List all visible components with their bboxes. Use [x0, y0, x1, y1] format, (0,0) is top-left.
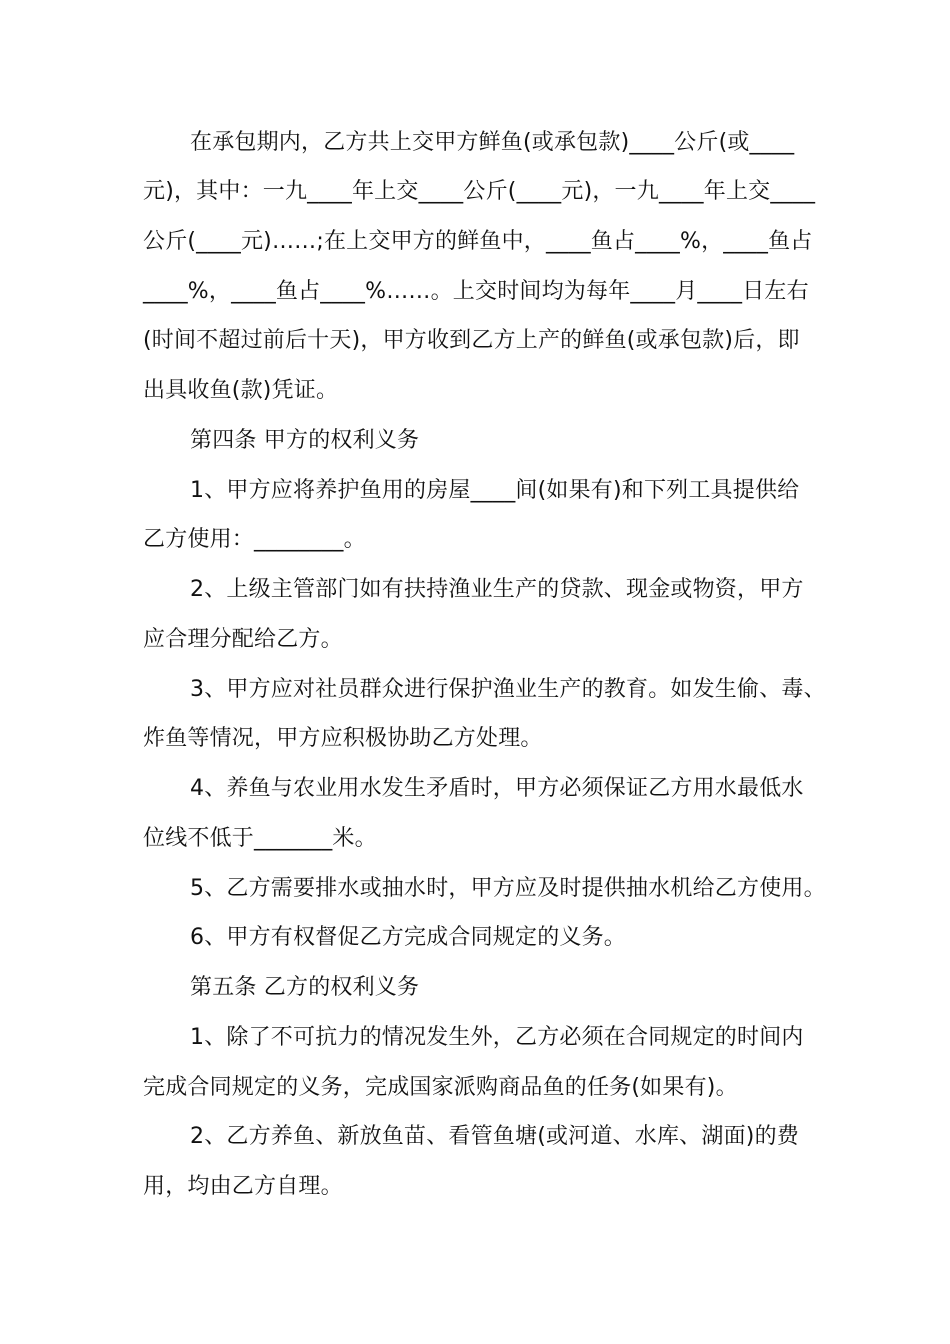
paragraph-line: ____%，____鱼占____%……。上交时间均为每年____月____日左右	[143, 279, 809, 304]
paragraph-line: 元)，其中：一九____年上交____公斤(____元)，一九____年上交____	[143, 179, 816, 204]
section-heading: 第五条 乙方的权利义务	[190, 975, 420, 1000]
paragraph-line: 出具收鱼(款)凭证。	[143, 378, 339, 403]
paragraph-line: (时间不超过前后十天)，甲方收到乙方上产的鲜鱼(或承包款)后，即	[143, 328, 800, 353]
paragraph-line: 4、养鱼与农业用水发生矛盾时，甲方必须保证乙方用水最低水	[190, 776, 804, 801]
paragraph-line: 应合理分配给乙方。	[143, 627, 343, 652]
paragraph-line: 用，均由乙方自理。	[143, 1174, 343, 1199]
paragraph-line: 位线不低于_______米。	[143, 826, 377, 851]
paragraph-line: 1、甲方应将养护鱼用的房屋____间(如果有)和下列工具提供给	[190, 478, 800, 503]
paragraph-line: 公斤(____元)……;在上交甲方的鲜鱼中，____鱼占____%，____鱼占	[143, 229, 813, 254]
paragraph-line: 3、甲方应对社员群众进行保护渔业生产的教育。如发生偷、毒、	[190, 677, 826, 702]
paragraph-line: 乙方使用：________。	[143, 527, 366, 552]
paragraph-line: 2、上级主管部门如有扶持渔业生产的贷款、现金或物资，甲方	[190, 577, 804, 602]
paragraph-line: 完成合同规定的义务，完成国家派购商品鱼的任务(如果有)。	[143, 1075, 738, 1100]
paragraph-line: 5、乙方需要排水或抽水时，甲方应及时提供抽水机给乙方使用。	[190, 876, 826, 901]
paragraph-line: 1、除了不可抗力的情况发生外，乙方必须在合同规定的时间内	[190, 1025, 804, 1050]
paragraph-line: 6、甲方有权督促乙方完成合同规定的义务。	[190, 925, 626, 950]
section-heading: 第四条 甲方的权利义务	[190, 428, 420, 453]
paragraph-line: 在承包期内，乙方共上交甲方鲜鱼(或承包款)____公斤(或____	[190, 130, 795, 155]
paragraph-line: 炸鱼等情况，甲方应积极协助乙方处理。	[143, 726, 543, 751]
paragraph-line: 2、乙方养鱼、新放鱼苗、看管鱼塘(或河道、水库、湖面)的费	[190, 1124, 799, 1149]
